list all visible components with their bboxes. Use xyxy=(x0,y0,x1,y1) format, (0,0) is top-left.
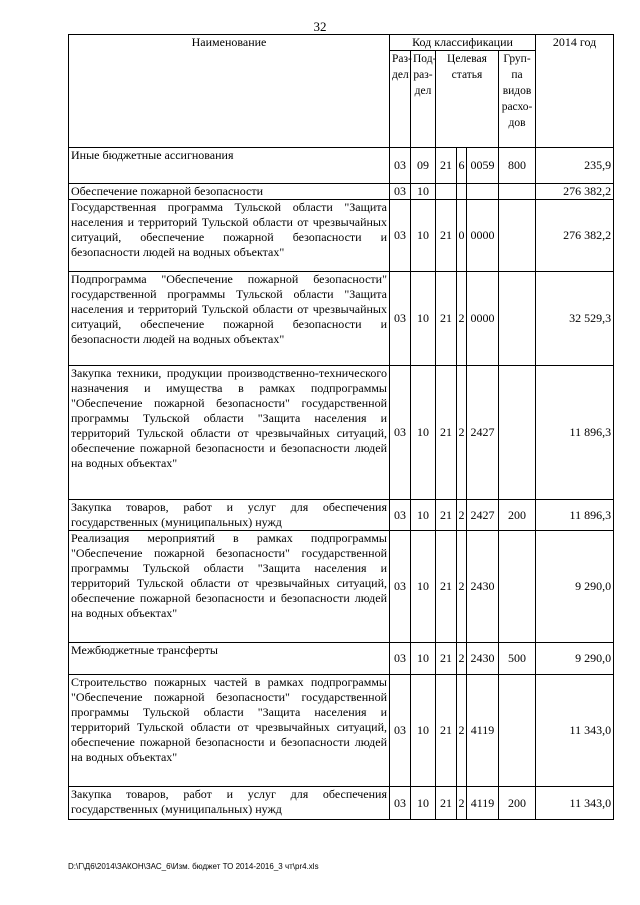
row-expense-group: 200 xyxy=(499,500,536,531)
table-row xyxy=(69,366,614,500)
row-name: Государственная программа Тульской области "Защита населения и территорий Тульской области от чрезвычайных ситуаций, обеспечение пожарной безопасности и безопасности людей на водных объектах" xyxy=(69,200,390,272)
row-expense-group xyxy=(499,184,536,200)
row-target-subprogram: 2 xyxy=(457,531,467,643)
row-target-program: 21 xyxy=(436,366,457,500)
row-expense-group xyxy=(499,366,536,500)
row-target-subprogram xyxy=(457,184,467,200)
row-expense-group xyxy=(499,531,536,643)
row-amount: 9 290,0 xyxy=(536,643,614,675)
row-target-subprogram: 2 xyxy=(457,366,467,500)
row-expense-group xyxy=(499,200,536,272)
row-target-code: 0059 xyxy=(467,148,499,184)
row-expense-group: 500 xyxy=(499,643,536,675)
header-code: Код классификации xyxy=(390,35,536,51)
row-name: Межбюджетные трансферты xyxy=(69,643,390,675)
row-target-code: 0000 xyxy=(467,200,499,272)
row-amount: 9 290,0 xyxy=(536,531,614,643)
row-target-subprogram: 2 xyxy=(457,643,467,675)
header-section: Раз-дел xyxy=(390,51,411,148)
header-name: Наименование xyxy=(69,35,390,148)
row-subsection: 10 xyxy=(411,184,436,200)
page-number: 32 xyxy=(313,19,327,34)
header-target: Целевая статья xyxy=(436,51,499,148)
row-section: 03 xyxy=(390,531,411,643)
table-row xyxy=(69,643,614,675)
row-target-program: 21 xyxy=(436,787,457,820)
table-row xyxy=(69,200,614,272)
row-name: Иные бюджетные ассигнования xyxy=(69,148,390,184)
row-name: Закупка товаров, работ и услуг для обеспечения государственных (муниципальных) нужд xyxy=(69,787,390,820)
row-subsection: 10 xyxy=(411,500,436,531)
row-target-program: 21 xyxy=(436,531,457,643)
header-expense-group: Груп-па видов расхо-дов xyxy=(499,51,536,148)
row-section: 03 xyxy=(390,148,411,184)
row-section: 03 xyxy=(390,366,411,500)
row-target-subprogram: 2 xyxy=(457,787,467,820)
row-section: 03 xyxy=(390,272,411,366)
row-target-code: 2430 xyxy=(467,531,499,643)
row-name: Реализация мероприятий в рамках подпрограммы "Обеспечение пожарной безопасности" государственной программы Тульской области "Защита населения и территорий Тульской области от чрезвычайных ситуаций, обеспечение пожарной безопасности и безопасности людей на водных объектах" xyxy=(69,531,390,643)
row-amount: 32 529,3 xyxy=(536,272,614,366)
file-path-footer: D:\Г\Д6\2014\ЗАКОН\ЗАС_6\Изм. бюджет ТО 2014-2016_3 чт\pr4.xls xyxy=(68,862,319,871)
row-amount: 11 343,0 xyxy=(536,675,614,787)
row-target-code: 2427 xyxy=(467,366,499,500)
row-target-code: 4119 xyxy=(467,787,499,820)
row-target-program: 21 xyxy=(436,643,457,675)
row-name: Закупка товаров, работ и услуг для обеспечения государственных (муниципальных) нужд xyxy=(69,500,390,531)
row-section: 03 xyxy=(390,184,411,200)
table-row xyxy=(69,148,614,184)
row-expense-group xyxy=(499,675,536,787)
row-target-program: 21 xyxy=(436,272,457,366)
row-name: Строительство пожарных частей в рамках подпрограммы "Обеспечение пожарной безопасности" государственной программы Тульской области "Защита населения и территорий Тульской области от чрезвычайных ситуаций, обеспечение пожарной безопасности и безопасности людей на водных объектах" xyxy=(69,675,390,787)
budget-table xyxy=(68,34,614,820)
row-target-subprogram: 2 xyxy=(457,272,467,366)
row-subsection: 10 xyxy=(411,366,436,500)
row-amount: 11 896,3 xyxy=(536,366,614,500)
row-target-code: 0000 xyxy=(467,272,499,366)
row-section: 03 xyxy=(390,787,411,820)
table-row xyxy=(69,184,614,200)
row-expense-group xyxy=(499,272,536,366)
header-subsection: Под-раз-дел xyxy=(411,51,436,148)
row-subsection: 10 xyxy=(411,787,436,820)
table-row xyxy=(69,675,614,787)
row-target-code xyxy=(467,184,499,200)
row-expense-group: 200 xyxy=(499,787,536,820)
row-section: 03 xyxy=(390,675,411,787)
row-target-program xyxy=(436,184,457,200)
row-target-subprogram: 0 xyxy=(457,200,467,272)
row-subsection: 10 xyxy=(411,272,436,366)
row-target-program: 21 xyxy=(436,200,457,272)
row-amount: 235,9 xyxy=(536,148,614,184)
row-amount: 276 382,2 xyxy=(536,184,614,200)
row-target-subprogram: 2 xyxy=(457,500,467,531)
row-target-code: 2427 xyxy=(467,500,499,531)
row-target-program: 21 xyxy=(436,675,457,787)
row-subsection: 09 xyxy=(411,148,436,184)
row-expense-group: 800 xyxy=(499,148,536,184)
table-row xyxy=(69,272,614,366)
row-amount: 11 343,0 xyxy=(536,787,614,820)
row-amount: 276 382,2 xyxy=(536,200,614,272)
row-section: 03 xyxy=(390,643,411,675)
row-name: Закупка техники, продукции производственно-технического назначения и имущества в рамках подпрограммы "Обеспечение пожарной безопасности" государственной программы Тульской области "Защита населения и территорий Тульской области от чрезвычайных ситуаций, обеспечение пожарной безопасности и безопасности людей на водных объектах" xyxy=(69,366,390,500)
row-name: Подпрограмма "Обеспечение пожарной безопасности" государственной программы Тульской области "Защита населения и территорий Тульской области от чрезвычайных ситуаций, обеспечение пожарной безопасности и безопасности людей на водных объектах" xyxy=(69,272,390,366)
row-subsection: 10 xyxy=(411,675,436,787)
row-section: 03 xyxy=(390,500,411,531)
header-year: 2014 год xyxy=(536,35,614,148)
row-section: 03 xyxy=(390,200,411,272)
table-row xyxy=(69,500,614,531)
row-name: Обеспечение пожарной безопасности xyxy=(69,184,390,200)
row-subsection: 10 xyxy=(411,643,436,675)
row-subsection: 10 xyxy=(411,531,436,643)
table-row xyxy=(69,531,614,643)
row-target-program: 21 xyxy=(436,500,457,531)
row-target-program: 21 xyxy=(436,148,457,184)
row-target-subprogram: 6 xyxy=(457,148,467,184)
row-target-code: 4119 xyxy=(467,675,499,787)
row-amount: 11 896,3 xyxy=(536,500,614,531)
row-target-code: 2430 xyxy=(467,643,499,675)
table-row xyxy=(69,787,614,820)
row-target-subprogram: 2 xyxy=(457,675,467,787)
row-subsection: 10 xyxy=(411,200,436,272)
